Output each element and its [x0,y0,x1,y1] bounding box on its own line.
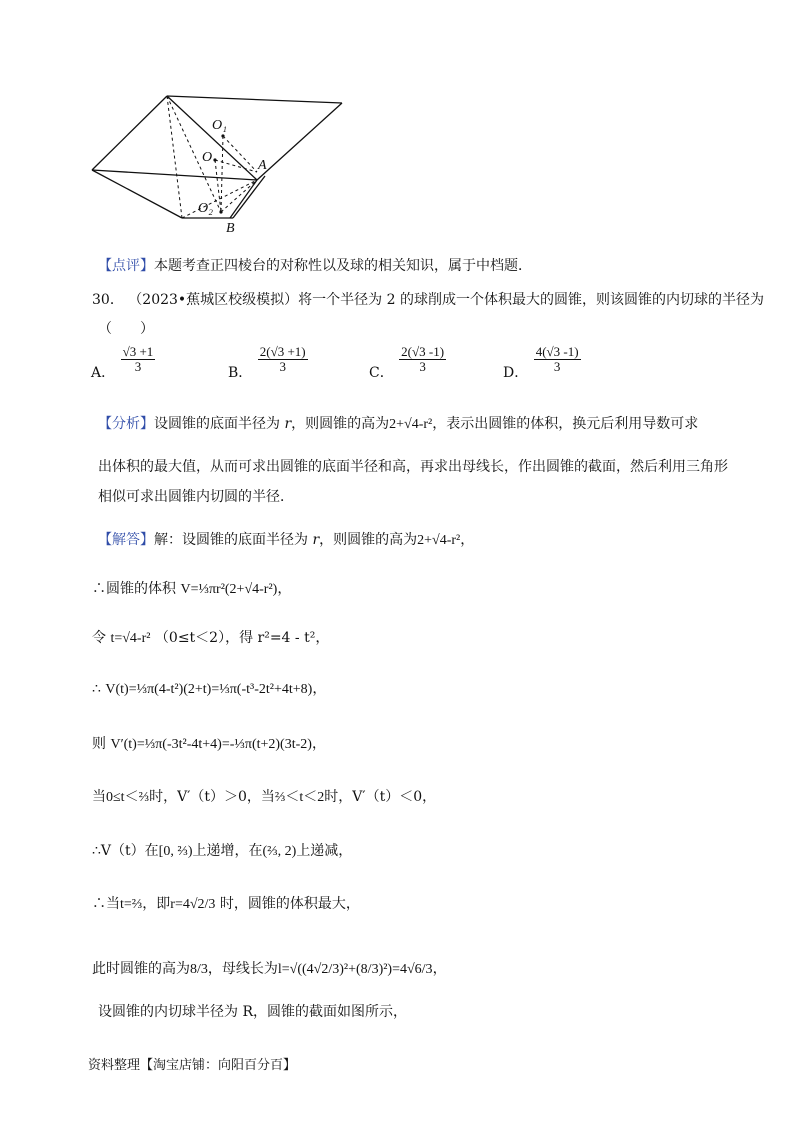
punct: ， [311,736,326,752]
option-d[interactable] [503,345,582,382]
analysis-text: ，则圆锥的高为 [291,416,390,432]
condition-1: 0≤t＜⅔ [106,790,150,805]
var-r: r [284,416,292,432]
var-r: r [312,532,320,548]
option-c[interactable] [369,345,447,382]
solution-text: 解：设圆锥的底面半径为 [154,532,313,548]
solution-text: 上递增，在 [192,843,263,859]
option-label: C． [369,365,394,382]
solution-text: ∴圆锥的体积 [92,581,176,597]
solution-tag: 【解答】 [98,532,154,548]
question-line1 [92,289,764,309]
option-label: B． [228,365,253,382]
punct: ， [277,581,292,597]
height-expression: 2+√4-r² [417,533,461,548]
option-b[interactable] [228,345,309,382]
analysis-text: ，表示出圆锥的体积，换元后利用导数可求 [432,416,699,432]
solution-text: ∴V（t）在 [92,843,159,859]
solution-slant [92,958,447,978]
analysis-text: 设圆锥的底面半径为 [154,416,285,432]
vt-formula: V(t)=⅓π(4-t²)(2+t)=⅓π(-t³-2t²+4t+8) [105,682,313,697]
solution-text: ∴当 [92,896,120,912]
solution-text: 则 [92,736,106,752]
solution-text: 上递减， [296,843,353,859]
label-o1: O₁ [212,118,227,133]
therefore-symbol: ∴ [92,681,101,697]
label-b: B [226,221,235,236]
solution-monotonic [92,840,352,860]
solution-derivative [92,733,326,753]
solution-text: 令 [92,630,106,646]
solution-text: 时，圆锥的体积最大， [219,896,360,912]
comment-line [98,255,532,275]
solution-text: ，母线长为 [207,961,278,977]
solution-max [92,893,360,913]
solution-volume [92,578,291,598]
option-value: $\frac{2(√3 -1)}{3}$ [401,344,445,374]
question-line2: （ ） [98,321,154,337]
frustum-figure [0,0,800,240]
height-value: 8/3 [190,962,208,977]
slant-formula: l=√((4√2/3)²+(8/3)²)=4√6/3 [277,962,433,977]
volume-formula: V=⅓πr²(2+√4-r²) [180,582,278,597]
analysis-line2: 出体积的最大值，从而可求出圆锥的底面半径和高，再求出母线长，作出圆锥的截面，然后利用三角形 [98,459,728,475]
solution-line1 [98,529,474,549]
comment-tag: 【点评】 [98,258,154,274]
question-text: （2023•蕉城区校级模拟）将一个半径为 2 的球削成一个体积最大的圆锥，则该圆锥的内切球的半径为 [128,292,764,308]
option-value: $\frac{4(√3 -1)}{3}$ [535,344,579,374]
footer-note: 资料整理【淘宝店铺：向阳百分百】 [88,1058,297,1073]
r-value: r=4√2/3 [170,897,216,912]
label-a: A [258,158,267,173]
interval-increasing: [0, ⅔) [158,844,193,859]
solution-vt [92,678,326,698]
option-label: A． [91,365,116,382]
solution-text: （0≤t＜2），得 r²=4 - t²， [154,630,330,646]
option-label: D． [503,365,529,382]
solution-text: 时，V′（t）＞0，当 [149,789,275,805]
label-o2: O₂ [198,201,213,216]
derivative-formula: V′(t)=⅓π(-3t²-4t+4)=-⅓π(t+2)(3t-2) [110,737,312,752]
option-value: $\frac{2(√3 +1)}{3}$ [259,344,306,374]
question-number: 30． [92,292,124,308]
analysis-line1 [98,413,698,433]
solution-text: ，则圆锥的高为 [319,532,418,548]
solution-text: 此时圆锥的高为 [92,961,190,977]
condition-2: ⅔＜t＜2 [274,790,325,805]
solution-sign [92,786,436,806]
label-o: O [202,150,213,165]
solution-substitution [92,627,329,647]
option-a[interactable] [91,345,156,382]
analysis-tag: 【分析】 [98,416,154,432]
solution-text: ， [460,532,475,548]
substitution-formula: t=√4-r² [110,631,151,646]
option-value: $\frac{√3 +1}{3}$ [122,344,154,374]
height-expression: 2+√4-r² [389,417,433,432]
solution-last-line: 设圆锥的内切球半径为 R，圆锥的截面如图所示， [98,1004,407,1020]
solution-text: ，即 [142,896,171,912]
solution-text: 当 [92,789,106,805]
punct: ， [312,681,327,697]
comment-text: 本题考查正四棱台的对称性以及球的相关知识，属于中档题． [154,258,532,274]
t-value: t=⅔ [120,897,143,912]
analysis-line3: 相似可求出圆锥内切圆的半径． [98,489,294,505]
punct: ， [432,961,447,977]
interval-decreasing: (⅔, 2) [262,844,297,859]
solution-text: 时，V′（t）＜0， [324,789,437,805]
